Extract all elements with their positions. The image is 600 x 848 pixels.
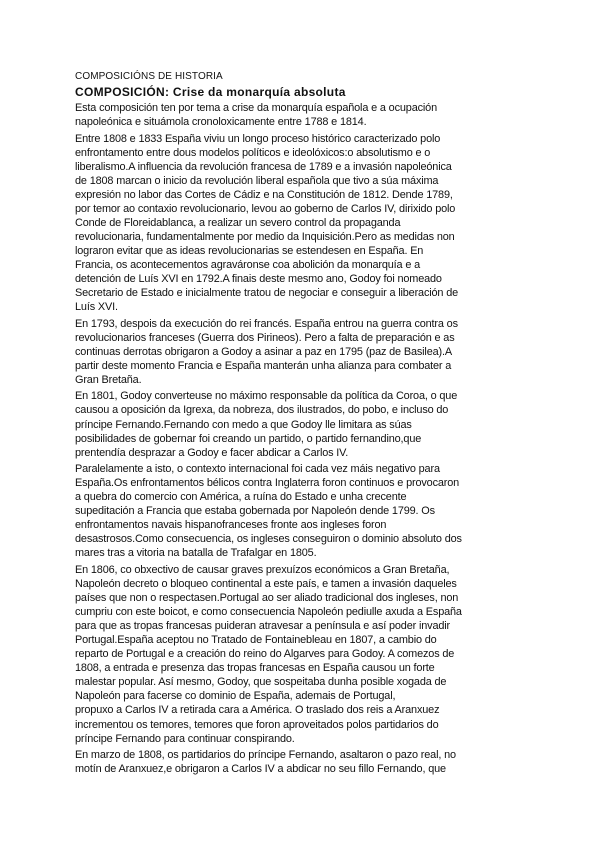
paragraph: En 1801, Godoy converteuse no máximo responsable da política da Coroa, o que causou a oposición da Igrexa, da nobreza, dos ilustrados, do pobo, e incluso do príncipe Fernando.Fernando con medo a que Godoy lle limitara as súas posibilidades de gobernar foi creando un partido, o partido fernandino,que prentendía desprazar a Godoy e facer abdicar a Carlos IV. [75,390,458,459]
paragraph: Esta composición ten por tema a crise da monarquía española e a ocupación napoleónica e situámola cronoloxicamente entre 1788 e 1814. [75,102,437,129]
paragraph: En marzo de 1808, os partidarios do príncipe Fernando, asaltaron o pazo real, no motín de Aranxuez,e obrigaron a Carlos IV a abdicar no seu fillo Fernando, que [75,749,456,776]
paragraph: Entre 1808 e 1833 España viviu un longo proceso histórico caracterizado polo enfrontamento entre dous modelos políticos e ideolóxicos:o absolutismo e o liberalismo.A influencia da revolución francesa de 1789 e a invasión napoleónica de 1808 marcan o inicio da revolución liberal española que tivo a súa máxima expresión no labor das Cortes de Cádiz e na Constitución de 1812. Dende 1789, por temor ao contaxio revolucionario, levou ao goberno de Carlos IV, dirixido polo Conde de Floreidablanca, a realizar un severo control da propaganda revolucionaria, fundamentalmente por medio da Inquisición.Pero as medidas non lograron evitar que as ideas revolucionarias se estendesen en España. En Francia, os acontecementos agraváronse coa abolición da monarquía e a detención de Luís XVI en 1792.A finais deste mesmo ano, Godoy foi nomeado Secretario de Estado e inicialmente tratou de negociar e conseguir a liberación de Luís XVI. [75,132,459,314]
paragraph: En 1793, despois da execución do rei francés. España entrou na guerra contra os revolucionarios franceses (Guerra dos Pirineos). Pero a falta de preparación e as continuas derrotas obrigaron a Godoy a asinar a paz en 1795 (paz de Basilea).A partir deste momento Francia e España manterán unha alianza para combater a Gran Bretaña. [75,317,458,386]
paragraph: En 1806, co obxectivo de causar graves prexuízos económicos a Gran Bretaña, Napoleón decreto o bloqueo continental a este país, e tamen a invasión daqueles países que non o respectasen.Portugal ao ser aliado tradicional dos ingleses, non cumpriu con este boicot, e como consecuencia Napoleón pediulle axuda a España para que as tropas francesas puideran atravesar a península e así poder invadir Portugal.España aceptou no Tratado de Fontainebleau en 1807, a cambio do reparto de Portugal e a creación do reino do Algarves para Godoy. A comezos de 1808, a entrada e presenza das tropas francesas en España causou un forte malestar popular. Así mesmo, Godoy, que sospeitaba dunha posible xogada de Napoleón para facerse co dominio de España, ademais de Portugal, propuxo a Carlos IV a retirada cara a América. O traslado dos reis a Aranxuez incrementou os temores, temores que foron aproveitados polos partidarios do príncipe Fernando para continuar conspirando. [75,564,462,745]
document-title: COMPOSICIÓN: Crise da monarquía absoluta [75,85,346,99]
document-page [75,70,519,776]
paragraph: Paralelamente a isto, o contexto internacional foi cada vez máis negativo para España.Os enfrontamentos bélicos contra Inglaterra foron continuos e provocaron a quebra do comercio con América, a ruína do Estado e unha crecente supeditación a Francia que estaba gobernada por Napoleón dende 1799. Os enfrontamentos navais hispanofranceses fronte aos ingleses foron desastrosos.Como consecuencia, os ingleses conseguiron o dominio absoluto dos mares tras a vitoria na batalla de Trafalgar en 1805. [75,463,462,560]
document-header: COMPOSICIÓNS DE HISTORIA [75,71,223,82]
